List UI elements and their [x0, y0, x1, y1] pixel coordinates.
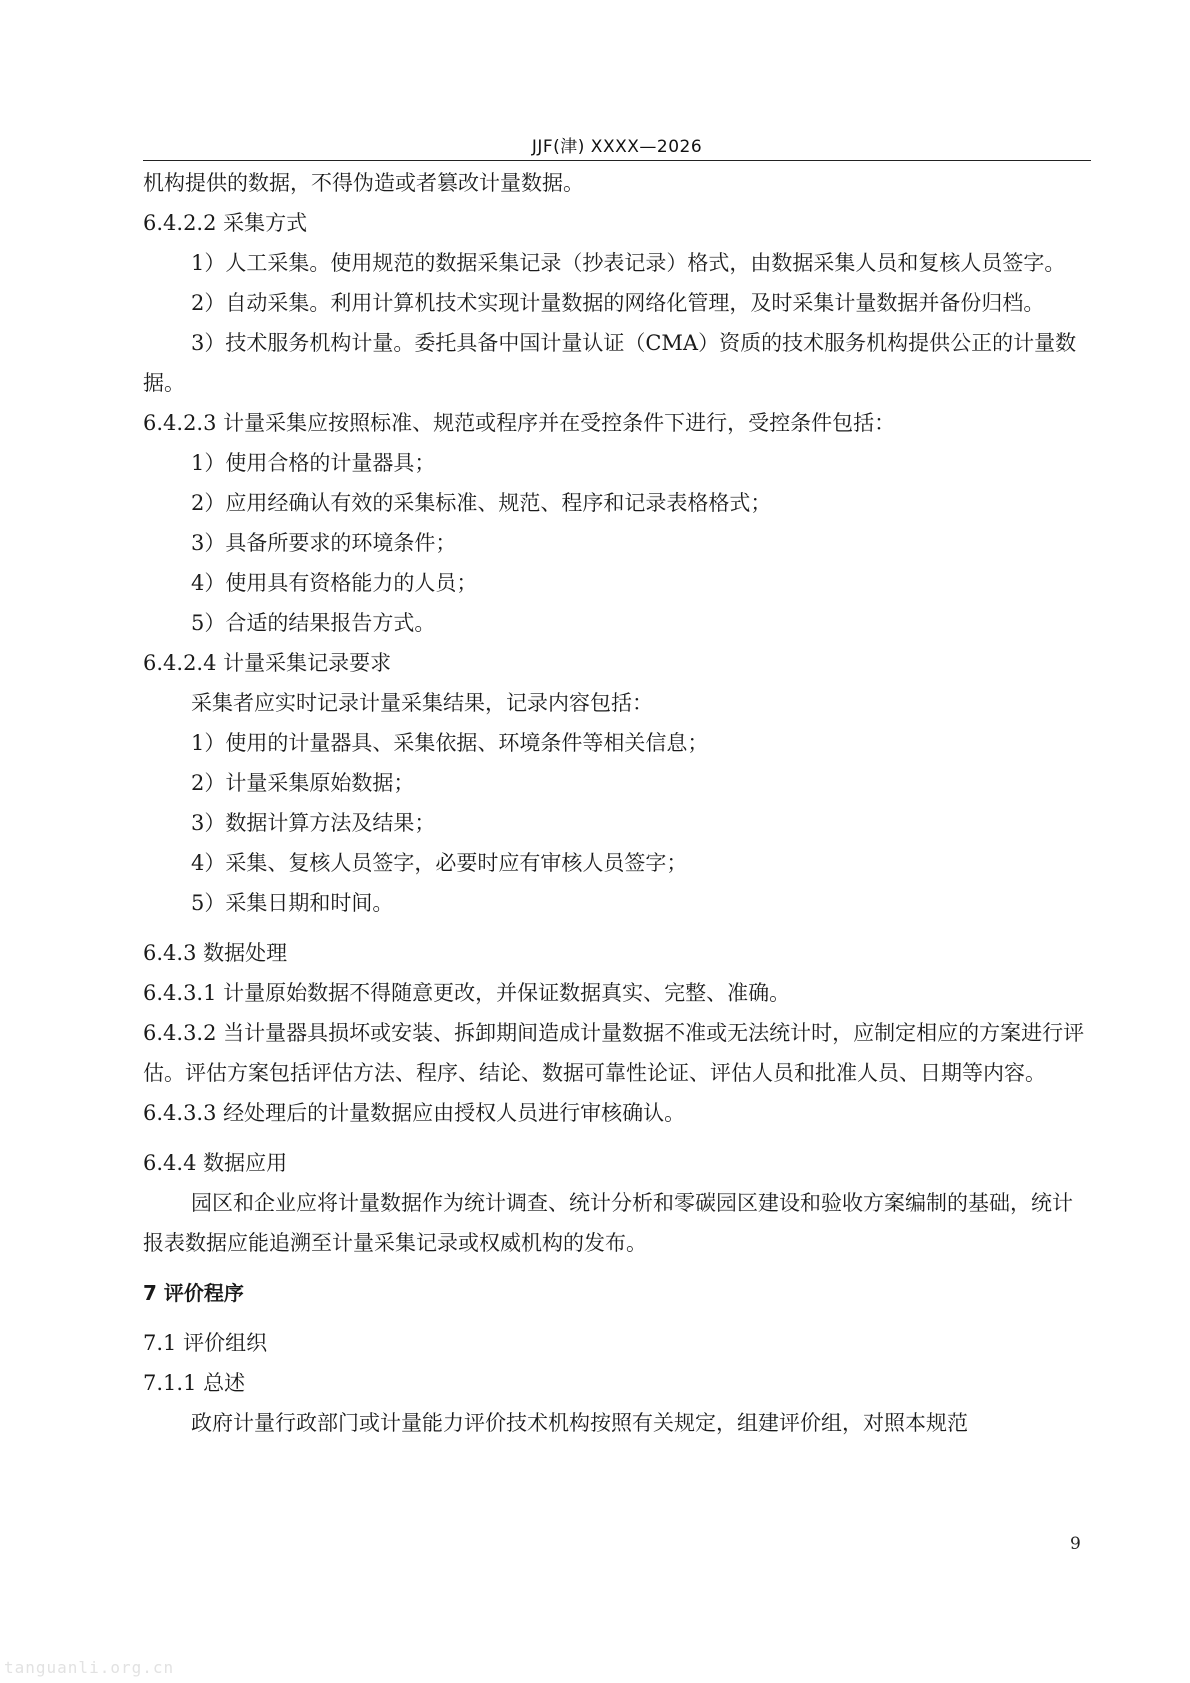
section-heading-6-4-2-4: 6.4.2.4 计量采集记录要求	[143, 651, 392, 675]
list-item: 2）计量采集原始数据；	[191, 771, 415, 795]
document-code: JJF(津) XXXX—2026	[531, 137, 703, 157]
paragraph-continuation: 机构提供的数据，不得伪造或者篡改计量数据。	[143, 171, 584, 195]
watermark-text: tanguanli.org.cn	[4, 1658, 175, 1677]
list-item: 3）数据计算方法及结果；	[191, 811, 436, 835]
list-item: 1）使用合格的计量器具；	[191, 451, 436, 475]
page-number: 9	[1070, 1534, 1081, 1554]
paragraph: 园区和企业应将计量数据作为统计调查、统计分析和零碳园区建设和验收方案编制的基础，统计报表数据应能追溯至计量采集记录或权威机构的发布。	[143, 1191, 1073, 1255]
section-heading-6-4-2-2: 6.4.2.2 采集方式	[143, 211, 308, 235]
clause-6-4-3-1: 6.4.3.1 计量原始数据不得随意更改，并保证数据真实、完整、准确。	[143, 981, 791, 1005]
paragraph: 政府计量行政部门或计量能力评价技术机构按照有关规定，组建评价组，对照本规范	[191, 1411, 968, 1435]
chapter-heading-7: 7 评价程序	[143, 1281, 244, 1305]
section-heading-6-4-2-3: 6.4.2.3 计量采集应按照标准、规范或程序并在受控条件下进行，受控条件包括：	[143, 411, 896, 435]
paragraph: 采集者应实时记录计量采集结果，记录内容包括：	[191, 691, 653, 715]
document-body	[143, 163, 1091, 1443]
clause-6-4-3-2: 6.4.3.2 当计量器具损坏或安装、拆卸期间造成计量数据不准或无法统计时，应制定相应的方案进行评估。评估方案包括评估方法、程序、结论、数据可靠性论证、评估人员和批准人员、日期等内容。	[143, 1021, 1085, 1085]
list-item: 4）使用具有资格能力的人员；	[191, 571, 478, 595]
section-heading-6-4-3: 6.4.3 数据处理	[143, 941, 288, 965]
list-item: 1）人工采集。使用规范的数据采集记录（抄表记录）格式，由数据采集人员和复核人员签字。	[191, 251, 1066, 275]
list-item: 4）采集、复核人员签字，必要时应有审核人员签字；	[191, 851, 688, 875]
section-heading-7-1-1: 7.1.1 总述	[143, 1371, 246, 1395]
page-header	[143, 120, 1091, 161]
list-item: 3）技术服务机构计量。委托具备中国计量认证（CMA）资质的技术服务机构提供公正的计量数据。	[143, 331, 1077, 395]
list-item: 5）合适的结果报告方式。	[191, 611, 436, 635]
section-heading-7-1: 7.1 评价组织	[143, 1331, 268, 1355]
list-item: 2）应用经确认有效的采集标准、规范、程序和记录表格格式；	[191, 491, 772, 515]
list-item: 2）自动采集。利用计算机技术实现计量数据的网络化管理，及时采集计量数据并备份归档。	[191, 291, 1045, 315]
clause-6-4-3-3: 6.4.3.3 经处理后的计量数据应由授权人员进行审核确认。	[143, 1101, 686, 1125]
list-item: 3）具备所要求的环境条件；	[191, 531, 457, 555]
list-item: 1）使用的计量器具、采集依据、环境条件等相关信息；	[191, 731, 709, 755]
list-item: 5）采集日期和时间。	[191, 891, 394, 915]
section-heading-6-4-4: 6.4.4 数据应用	[143, 1151, 288, 1175]
